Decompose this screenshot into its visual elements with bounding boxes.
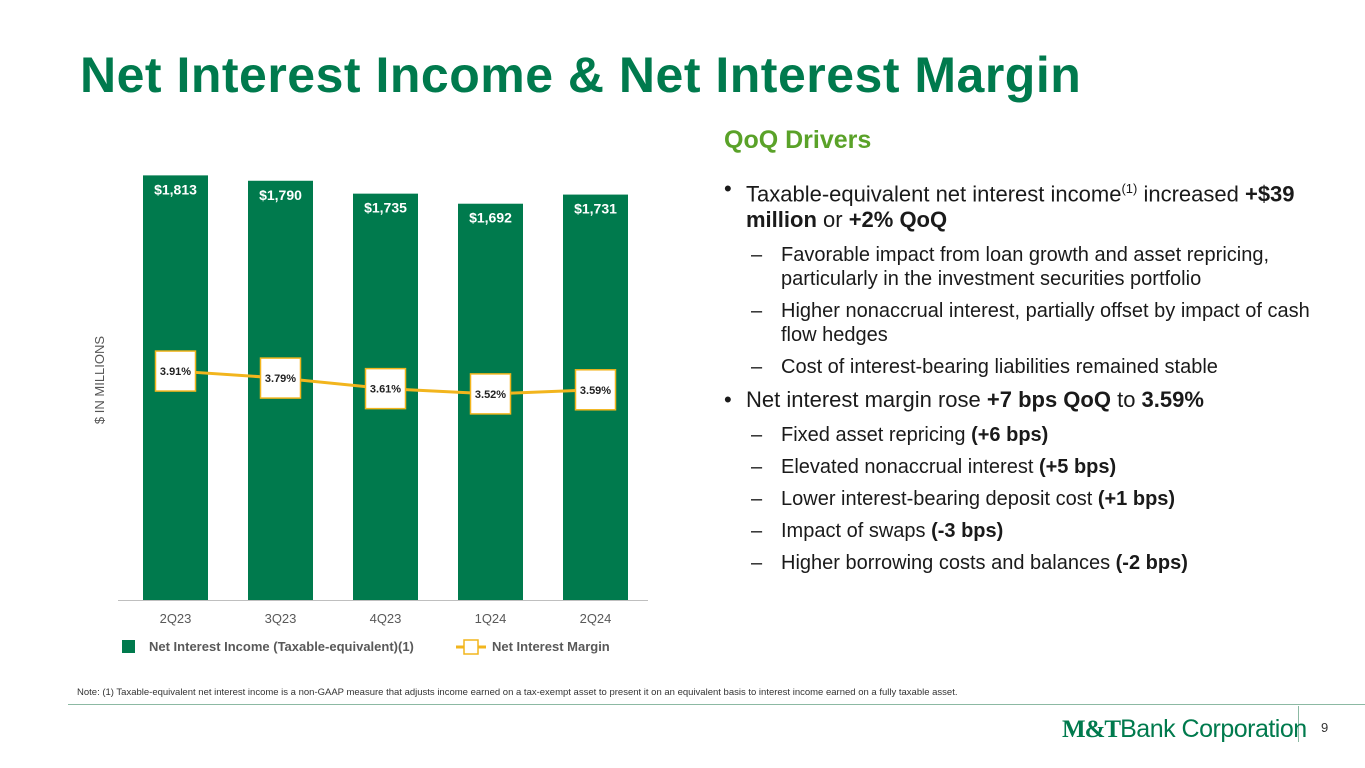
- x-tick-label: 3Q23: [264, 611, 297, 626]
- margin-value-label: 3.61%: [369, 383, 402, 396]
- sub-bullet: – Higher nonaccrual interest, partially offset by impact of cash flow hedges: [751, 299, 1324, 347]
- sub-bullet-text: Fixed asset repricing: [781, 424, 972, 447]
- sub-bullet: – Favorable impact from loan growth and asset repricing, particularly in the investment securities portfolio: [751, 243, 1324, 291]
- legend-swatch-bars: [122, 640, 135, 653]
- chart-svg: [60, 150, 660, 660]
- sub-bullet: [751, 551, 1324, 575]
- sub-bullet: [751, 455, 1324, 479]
- bar-value-label: $1,790: [259, 186, 302, 203]
- x-tick-label: 1Q24: [474, 611, 507, 626]
- legend-label-bars: Net Interest Income (Taxable-equivalent)(1): [149, 639, 414, 654]
- drivers-list: [724, 176, 1324, 583]
- sub-bullet-text: Lower interest-bearing deposit cost: [781, 488, 1098, 511]
- sub-bullet-value: (+6 bps): [971, 424, 1049, 447]
- footnote-marker: (1): [1121, 181, 1138, 196]
- bullet-nii-or: or: [816, 207, 849, 233]
- margin-value-label: 3.91%: [159, 366, 192, 379]
- bullet-nii-amount: +$39 million: [746, 181, 1295, 233]
- logo-text: Bank Corporation: [1120, 715, 1307, 743]
- page-title: Net Interest Income & Net Interest Margin: [80, 47, 1082, 103]
- legend-swatch-marker: [464, 640, 478, 654]
- sub-bullet: [751, 519, 1324, 543]
- bullet-nim-value: 3.59%: [1141, 387, 1204, 413]
- x-tick-label: 4Q23: [369, 611, 402, 626]
- sub-bullet-text: Higher borrowing costs and balances: [781, 552, 1116, 575]
- sub-bullet-value: (+1 bps): [1097, 488, 1176, 511]
- footer-divider: [68, 704, 1365, 705]
- sub-bullet: [751, 487, 1324, 511]
- bar-value-label: $1,692: [469, 209, 512, 226]
- bar-value-label: $1,735: [364, 199, 407, 216]
- x-tick-label: 2Q23: [159, 611, 192, 626]
- y-axis-label: $ IN MILLIONS: [92, 335, 107, 425]
- sub-bullet-value: (-2 bps): [1115, 552, 1188, 575]
- sub-bullet: [751, 423, 1324, 447]
- bar-value-label: $1,731: [574, 200, 617, 217]
- chart: [60, 150, 660, 660]
- margin-value-label: 3.52%: [474, 388, 507, 401]
- legend-label-line: Net Interest Margin: [492, 639, 610, 654]
- bullet-nii-text: Taxable-equivalent net interest income: [746, 181, 1122, 207]
- bullet-nii-pct: +2% QoQ: [848, 207, 948, 233]
- sub-bullet-text: Impact of swaps: [781, 520, 932, 543]
- sub-bullet-value: (+5 bps): [1038, 456, 1117, 479]
- x-tick-label: 2Q24: [579, 611, 612, 626]
- bullet-nim-change: +7 bps QoQ: [986, 387, 1111, 413]
- margin-value-label: 3.59%: [579, 384, 612, 397]
- sub-bullet-text: Elevated nonaccrual interest: [781, 456, 1039, 479]
- bullet-nii-mid: increased: [1137, 181, 1245, 207]
- logo-mark: M&T: [1062, 716, 1121, 743]
- bar-value-label: $1,813: [154, 181, 197, 198]
- margin-value-label: 3.79%: [264, 373, 297, 386]
- bullet-nii: [724, 176, 1324, 233]
- sub-bullet: – Cost of interest-bearing liabilities remained stable: [751, 355, 1324, 379]
- sub-bullet-value: (-3 bps): [931, 520, 1004, 543]
- page-number: 9: [1321, 720, 1329, 735]
- bullet-nim-mid: to: [1110, 387, 1142, 413]
- company-logo: [1062, 715, 1307, 744]
- bullet-nim: [724, 387, 1324, 413]
- drivers-heading: QoQ Drivers: [724, 126, 872, 154]
- footnote: Note: (1) Taxable-equivalent net interest income is a non-GAAP measure that adjusts income earned on a tax-exempt asset to present it on an equivalent basis to interest income earned on a fully taxable asset.: [77, 687, 958, 698]
- bullet-nim-text: Net interest margin rose: [746, 387, 987, 413]
